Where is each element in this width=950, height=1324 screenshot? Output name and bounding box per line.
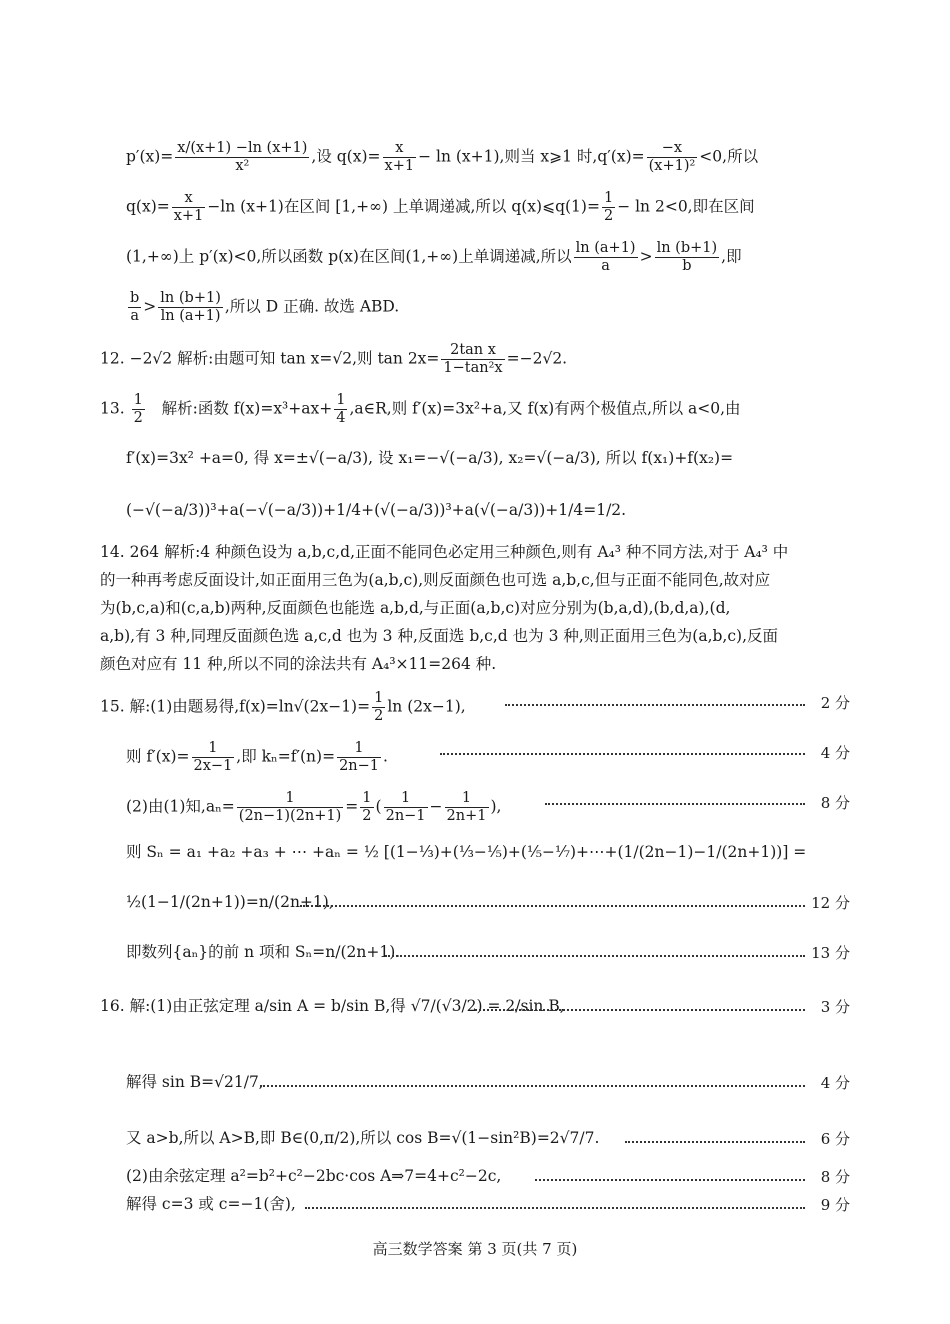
fraction: $\frac{x/(x+1) -\ln (x+1)}{\text{x²}}$: [177, 140, 308, 174]
fraction: $\frac{\ln (b+1)}{b}$: [656, 240, 718, 274]
fraction: $\frac{x}{x+1}$: [384, 140, 415, 174]
line-p-prime: [126, 140, 850, 175]
fraction: $\frac{1}{2n-1}$: [339, 740, 380, 774]
fraction: $\frac{\ln (a+1)}{a}$: [575, 240, 636, 274]
text: − ln (x+1),则当 x⩾1 时,q′(x)=: [418, 147, 645, 166]
question-16-line3: 又 a>b,所以 A>B,即 B∈(0,π/2),所以 cos B=√(1−sin²B)=2√7/7.: [126, 1129, 600, 1147]
fraction: $\frac{-x}{\text{(x+1)²}}$: [648, 140, 696, 174]
question-15-line3: (2)由(1)知,aₙ= $\frac{1}{(2n-1)(2n+1)}$ = $\frac{1}{2}$ ( $\frac{1}{2n-1}$ − $\frac{1}{2n+1}$ ),: [126, 790, 502, 824]
question-16-line2: 解得 sin B=√21/7,: [126, 1073, 264, 1091]
question-14-line4: a,b),有 3 种,同理反面颜色选 a,c,d 也为 3 种,反面选 b,c,d 也为 3 种,则正面用三色为(a,b,c),反面: [100, 627, 778, 645]
fraction: $\frac{1}{2}$: [362, 790, 372, 824]
score-label: 8 分: [820, 794, 850, 812]
page-footer: 高三数学答案 第 3 页(共 7 页): [372, 1240, 578, 1258]
score-leader: [260, 1085, 805, 1087]
fraction: $\frac{\ln (b+1)}{\ln (a+1)}$: [160, 290, 221, 324]
score-leader: [625, 1141, 805, 1143]
question-15-line6: 即数列{aₙ}的前 n 项和 Sₙ=n/(2n+1).: [126, 943, 401, 961]
question-16-line5: 解得 c=3 或 c=−1(舍),: [126, 1195, 296, 1213]
score-label: 3 分: [820, 998, 850, 1016]
question-15-line5: ½(1−1/(2n+1))=n/(2n+1),: [126, 893, 334, 911]
question-14-line2: 的一种再考虑反面设计,如正面用三色为(a,b,c),则反面颜色也可选 a,b,c,但与正面不能同色,故对应: [100, 571, 771, 589]
score-label: 13 分: [811, 944, 850, 962]
question-15-line1: 15. 解:(1)由题易得,f(x)=ln√(2x−1)= $\frac{1}{2}$ ln (2x−1),: [100, 690, 466, 724]
fraction: $\frac{1}{2}$: [133, 392, 143, 426]
fraction: $\frac{1}{2n+1}$: [446, 790, 487, 824]
score-label: 6 分: [820, 1130, 850, 1148]
score-label: 12 分: [811, 894, 850, 912]
fraction: $\frac{b}{a}$: [130, 290, 140, 324]
text: p′(x)=: [126, 147, 174, 166]
question-14-line5: 颜色对应有 11 种,所以不同的涂法共有 A₄³×11=264 种.: [100, 655, 497, 673]
fraction: $\frac{1}{4}$: [336, 392, 346, 426]
score-label: 4 分: [820, 744, 850, 762]
question-14-line3: 为(b,c,a)和(c,a,b)两种,反面颜色也能选 a,b,d,与正面(a,b,c)对应分别为(b,a,d),(b,d,a),(d,: [100, 599, 731, 617]
score-label: 4 分: [820, 1074, 850, 1092]
score-leader: [385, 955, 805, 957]
question-15-line2: 则 f′(x)= $\frac{1}{2x-1}$ ,即 kₙ=f′(n)= $\frac{1}{2n-1}$ .: [126, 740, 388, 774]
score-leader: [475, 1009, 805, 1011]
score-label: 8 分: [820, 1168, 850, 1186]
fraction: $\frac{1}{2x-1}$: [193, 740, 233, 774]
question-13-line2: f′(x)=3x² +a=0, 得 x=±√(−a/3), 设 x₁=−√(−a/3), x₂=√(−a/3), 所以 f(x₁)+f(x₂)=: [126, 449, 734, 467]
score-leader: [545, 803, 805, 805]
fraction: $\frac{\text{2tan x}}{\text{1−tan²x}}$: [443, 342, 503, 376]
question-14-line1: 14. 264 解析:4 种颜色设为 a,b,c,d,正面不能同色必定用三种颜色,则有 A₄³ 种不同方法,对于 A₄³ 中: [100, 543, 789, 561]
score-label: 2 分: [820, 694, 850, 712]
line-conclusion: $\frac{b}{a}$ > $\frac{\ln (b+1)}{\ln (a+1)}$ ,所以 D 正确. 故选 ABD.: [130, 290, 400, 324]
question-12: 12. −2√2 解析:由题可知 tan x=√2,则 tan 2x= $\frac{\text{2tan x}}{\text{1−tan²x}}$ =−2√2.: [100, 342, 568, 376]
question-13: 13. $\frac{1}{2}$ 解析:函数 f(x)=x³+ax+ $\frac{1}{4}$ ,a∈R,则 f′(x)=3x²+a,又 f(x)有两个极值点,所以 a<0,由: [100, 392, 741, 426]
score-label: 9 分: [820, 1196, 850, 1214]
score-leader: [535, 1179, 805, 1181]
score-leader: [505, 704, 805, 706]
question-16-line4: (2)由余弦定理 a²=b²+c²−2bc·cos A⇒7=4+c²−2c,: [126, 1167, 502, 1185]
text: <0,所以: [699, 147, 759, 166]
question-13-line3: (−√(−a/3))³+a(−√(−a/3))+1/4+(√(−a/3))³+a(√(−a/3))+1/4=1/2.: [126, 501, 627, 519]
line-q: q(x)= $\frac{x}{x+1}$ −ln (x+1)在区间 [1,+∞) 上单调递减,所以 q(x)⩽q(1)= $\frac{1}{2}$ − ln 2<0,即在区间: [126, 190, 755, 224]
fraction: $\frac{1}{2n-1}$: [385, 790, 426, 824]
question-16-line1: 16. 解:(1)由正弦定理 a/sin A = b/sin B,得 √7/(√3/2) = 2/sin B,: [100, 997, 565, 1015]
fraction: $\frac{1}{2}$: [603, 190, 614, 224]
text: ,设 q(x)=: [311, 147, 381, 166]
question-15-line4: 则 Sₙ = a₁ +a₂ +a₃ + ⋯ +aₙ = ½ [(1−⅓)+(⅓−⅕)+(⅕−⅐)+⋯+(1/(2n−1)−1/(2n+1))] =: [126, 843, 807, 861]
line-monotone: (1,+∞)上 p′(x)<0,所以函数 p(x)在区间(1,+∞)上单调递减,所以 $\frac{\ln (a+1)}{a}$ > $\frac{\ln (b+1)}{b}$ ,即: [126, 240, 742, 274]
fraction: $\frac{1}{2}$: [374, 690, 384, 724]
fraction: $\frac{x}{x+1}$: [173, 190, 204, 224]
score-leader: [300, 905, 805, 907]
score-leader: [440, 753, 805, 755]
score-leader: [305, 1207, 805, 1209]
fraction: $\frac{1}{(2n-1)(2n+1)}$: [238, 790, 342, 824]
